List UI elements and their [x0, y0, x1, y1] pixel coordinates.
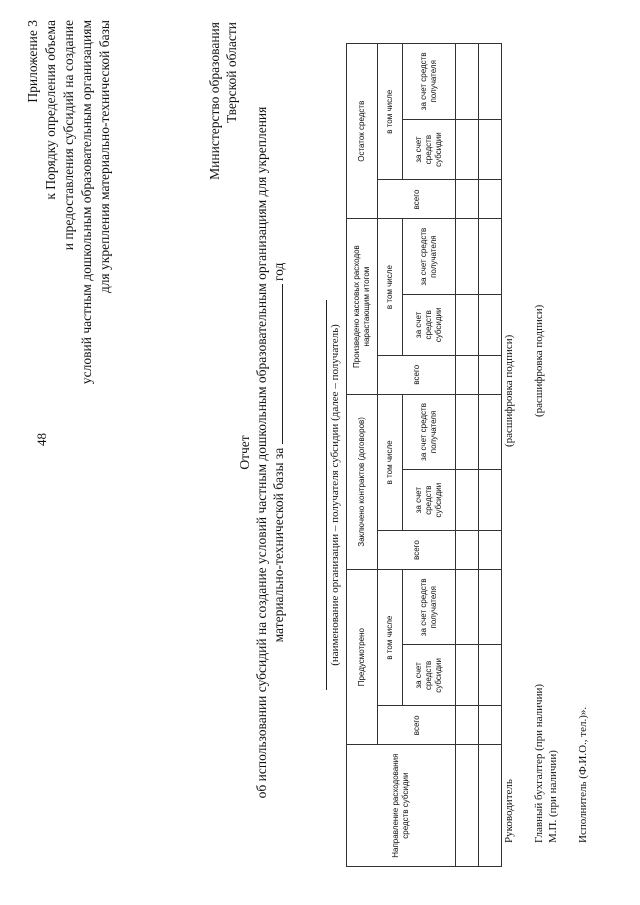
table-cell[interactable]: [456, 531, 479, 570]
header-in-that-number: в том числе: [378, 219, 403, 355]
header-in-that-number: в том числе: [378, 394, 403, 530]
table-cell[interactable]: [479, 531, 502, 570]
appendix-line: Приложение 3: [25, 20, 40, 103]
table-row: [479, 44, 502, 867]
appendix-line: к Порядку определения объема: [43, 20, 58, 200]
report-year-blank: [270, 284, 283, 444]
table-cell[interactable]: [456, 219, 479, 294]
accountant-signature-caption: (расшифровка подписи): [533, 304, 545, 417]
head-signature-caption: (расшифровка подписи): [503, 334, 515, 447]
header-from-subsidy: за счет средств субсидии: [403, 294, 456, 355]
table-cell[interactable]: [456, 645, 479, 706]
head-label: Руководитель: [503, 779, 515, 843]
report-period-label: материально-технической базы за: [271, 447, 286, 643]
table-cell[interactable]: [456, 394, 479, 469]
header-total: всего: [378, 180, 456, 219]
table-cell[interactable]: [456, 706, 479, 745]
header-from-recipient: за счет средств получателя: [403, 219, 456, 294]
header-cash-expenses: Произведено кассовых расходов нарастающим итогом: [347, 219, 378, 394]
table-cell[interactable]: [456, 119, 479, 180]
table-cell[interactable]: [479, 44, 502, 120]
table-cell[interactable]: [479, 394, 502, 469]
header-from-recipient: за счет средств получателя: [403, 569, 456, 644]
table-cell[interactable]: [456, 569, 479, 644]
appendix-line: и предоставления субсидий на создание: [61, 20, 76, 251]
seal-label: М.П. (при наличии): [547, 750, 559, 843]
report-year-label: год: [271, 262, 286, 282]
table-cell[interactable]: [456, 470, 479, 531]
table-cell[interactable]: [479, 219, 502, 294]
table-cell[interactable]: [456, 355, 479, 394]
header-total: всего: [378, 531, 456, 570]
ministry-line: Министерство образования: [207, 22, 222, 180]
organization-caption: (наименование организации – получателя субсидии (далее – получатель): [329, 324, 341, 666]
ministry-addressee: [206, 22, 240, 180]
report-subtitle-line1: об использовании субсидий на создание условий частным дошкольным образовательным организациям для укрепления: [254, 106, 269, 799]
header-total: всего: [378, 355, 456, 394]
header-in-that-number: в том числе: [378, 44, 403, 180]
table-cell[interactable]: [479, 470, 502, 531]
table-cell[interactable]: [479, 355, 502, 394]
report-title-block: [236, 40, 287, 865]
header-in-that-number: в том числе: [378, 569, 403, 705]
table-cell[interactable]: [479, 569, 502, 644]
header-from-subsidy: за счет средств субсидии: [403, 645, 456, 706]
accountant-label: Главный бухгалтер (при наличии): [533, 683, 545, 843]
ministry-line: Тверской области: [224, 22, 239, 123]
header-contracts: Заключено контрактов (договоров): [347, 394, 378, 569]
report-subtitle-line2: [270, 40, 287, 865]
table-cell[interactable]: [479, 119, 502, 180]
header-total: всего: [378, 706, 456, 745]
header-from-recipient: за счет средств получателя: [403, 394, 456, 469]
table-cell[interactable]: [456, 745, 479, 867]
appendix-line: для укрепления материально-технической базы: [97, 20, 112, 294]
header-from-subsidy: за счет средств субсидии: [403, 470, 456, 531]
header-from-recipient: за счет средств получателя: [403, 44, 456, 120]
report-title: Отчет: [237, 435, 252, 470]
header-from-subsidy: за счет средств субсидии: [403, 119, 456, 180]
table-cell[interactable]: [479, 645, 502, 706]
table-cell[interactable]: [479, 706, 502, 745]
header-planned: Предусмотрено: [347, 569, 378, 744]
appendix-header: [24, 20, 114, 384]
page-number: 48: [34, 433, 49, 446]
header-balance: Остаток средств: [347, 44, 378, 219]
table-cell[interactable]: [456, 294, 479, 355]
executor-label: Исполнитель (Ф.И.О., тел.)».: [577, 706, 589, 843]
table-cell[interactable]: [479, 294, 502, 355]
header-direction: Направление расходования средств субсидии: [347, 745, 456, 867]
table-cell[interactable]: [479, 180, 502, 219]
table-cell[interactable]: [456, 180, 479, 219]
report-table: [346, 43, 502, 867]
table-cell[interactable]: [456, 44, 479, 120]
table-cell[interactable]: [479, 745, 502, 867]
organization-name-line: [316, 300, 327, 690]
table-row: [456, 44, 479, 867]
appendix-line: условий частным дошкольным образовательным организациям: [79, 20, 94, 385]
